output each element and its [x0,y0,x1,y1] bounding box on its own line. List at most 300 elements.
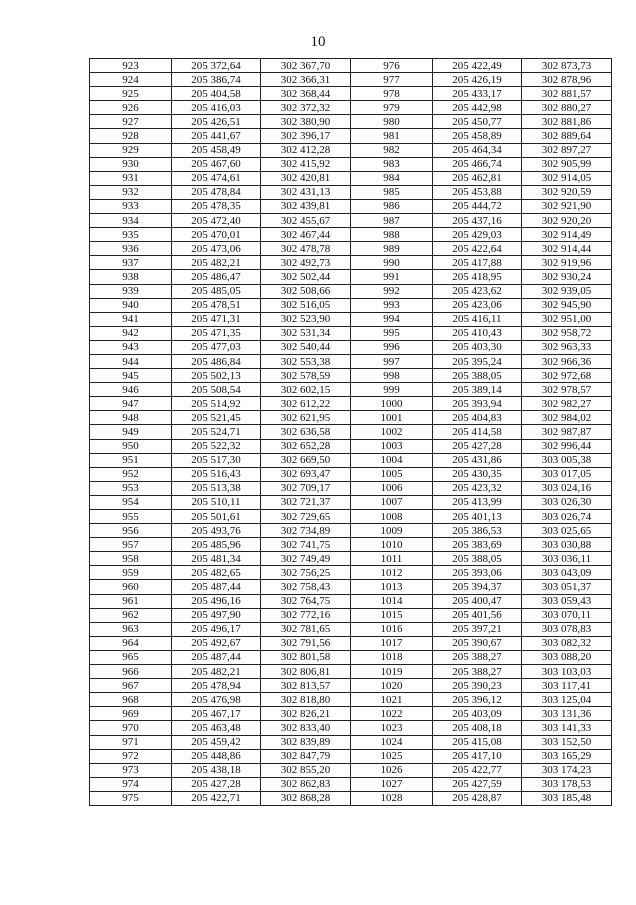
y-coordinate-cell: 303 141,33 [522,721,612,735]
point-number-cell: 946 [90,383,172,397]
table-row [90,636,612,650]
point-number-cell: 995 [351,326,433,340]
y-coordinate-cell: 303 103,03 [522,665,612,679]
y-coordinate-cell: 302 878,96 [522,73,612,87]
table-row [90,214,612,228]
point-number-cell: 1024 [351,735,433,749]
x-coordinate-cell: 205 508,54 [172,383,261,397]
x-coordinate-cell: 205 514,92 [172,397,261,411]
x-coordinate-cell: 205 404,83 [433,411,522,425]
y-coordinate-cell: 302 818,80 [261,693,351,707]
x-coordinate-cell: 205 422,77 [433,763,522,777]
x-coordinate-cell: 205 396,12 [433,693,522,707]
point-number-cell: 1003 [351,439,433,453]
x-coordinate-cell: 205 423,62 [433,284,522,298]
table-row [90,284,612,298]
y-coordinate-cell: 302 734,89 [261,524,351,538]
table-row [90,763,612,777]
table-row [90,425,612,439]
x-coordinate-cell: 205 471,31 [172,312,261,326]
point-number-cell: 985 [351,185,433,199]
table-row [90,73,612,87]
point-number-cell: 1007 [351,495,433,509]
y-coordinate-cell: 302 897,27 [522,143,612,157]
x-coordinate-cell: 205 513,38 [172,481,261,495]
x-coordinate-cell: 205 473,06 [172,242,261,256]
y-coordinate-cell: 302 709,17 [261,481,351,495]
table-row [90,383,612,397]
x-coordinate-cell: 205 516,43 [172,467,261,481]
point-number-cell: 948 [90,411,172,425]
point-number-cell: 956 [90,524,172,538]
x-coordinate-cell: 205 482,65 [172,566,261,580]
y-coordinate-cell: 303 152,50 [522,735,612,749]
point-number-cell: 1002 [351,425,433,439]
table-row [90,735,612,749]
x-coordinate-cell: 205 497,90 [172,608,261,622]
point-number-cell: 979 [351,101,433,115]
table-row [90,298,612,312]
point-number-cell: 1013 [351,580,433,594]
point-number-cell: 935 [90,228,172,242]
y-coordinate-cell: 302 492,73 [261,256,351,270]
y-coordinate-cell: 302 984,02 [522,411,612,425]
point-number-cell: 952 [90,467,172,481]
point-number-cell: 1018 [351,650,433,664]
point-number-cell: 1028 [351,791,433,805]
x-coordinate-cell: 205 458,49 [172,143,261,157]
y-coordinate-cell: 302 431,13 [261,185,351,199]
y-coordinate-cell: 303 005,38 [522,453,612,467]
y-coordinate-cell: 302 396,17 [261,129,351,143]
point-number-cell: 929 [90,143,172,157]
point-number-cell: 924 [90,73,172,87]
point-number-cell: 999 [351,383,433,397]
y-coordinate-cell: 302 791,56 [261,636,351,650]
point-number-cell: 947 [90,397,172,411]
table-row [90,59,612,73]
point-number-cell: 981 [351,129,433,143]
x-coordinate-cell: 205 486,84 [172,354,261,368]
x-coordinate-cell: 205 466,74 [433,157,522,171]
point-number-cell: 962 [90,608,172,622]
x-coordinate-cell: 205 462,81 [433,171,522,185]
y-coordinate-cell: 302 412,28 [261,143,351,157]
point-number-cell: 927 [90,115,172,129]
x-coordinate-cell: 205 471,35 [172,326,261,340]
x-coordinate-cell: 205 477,03 [172,340,261,354]
y-coordinate-cell: 302 467,44 [261,228,351,242]
x-coordinate-cell: 205 404,58 [172,87,261,101]
x-coordinate-cell: 205 400,47 [433,594,522,608]
x-coordinate-cell: 205 415,08 [433,735,522,749]
x-coordinate-cell: 205 482,21 [172,665,261,679]
x-coordinate-cell: 205 427,59 [433,777,522,791]
table-row [90,566,612,580]
y-coordinate-cell: 303 117,41 [522,679,612,693]
x-coordinate-cell: 205 423,06 [433,298,522,312]
x-coordinate-cell: 205 463,48 [172,721,261,735]
y-coordinate-cell: 302 905,99 [522,157,612,171]
point-number-cell: 950 [90,439,172,453]
y-coordinate-cell: 303 026,74 [522,510,612,524]
x-coordinate-cell: 205 410,43 [433,326,522,340]
x-coordinate-cell: 205 422,71 [172,791,261,805]
y-coordinate-cell: 302 966,36 [522,354,612,368]
y-coordinate-cell: 302 764,75 [261,594,351,608]
point-number-cell: 928 [90,129,172,143]
point-number-cell: 941 [90,312,172,326]
y-coordinate-cell: 303 036,11 [522,552,612,566]
y-coordinate-cell: 302 982,27 [522,397,612,411]
y-coordinate-cell: 302 855,20 [261,763,351,777]
y-coordinate-cell: 303 174,23 [522,763,612,777]
point-number-cell: 984 [351,171,433,185]
x-coordinate-cell: 205 388,27 [433,665,522,679]
x-coordinate-cell: 205 481,34 [172,552,261,566]
point-number-cell: 972 [90,749,172,763]
point-number-cell: 997 [351,354,433,368]
table-row [90,594,612,608]
table-row [90,453,612,467]
y-coordinate-cell: 303 070,11 [522,608,612,622]
y-coordinate-cell: 303 185,48 [522,791,612,805]
point-number-cell: 958 [90,552,172,566]
y-coordinate-cell: 303 024,16 [522,481,612,495]
point-number-cell: 1019 [351,665,433,679]
y-coordinate-cell: 303 017,05 [522,467,612,481]
point-number-cell: 1016 [351,622,433,636]
y-coordinate-cell: 302 540,44 [261,340,351,354]
y-coordinate-cell: 302 996,44 [522,439,612,453]
y-coordinate-cell: 302 826,21 [261,707,351,721]
point-number-cell: 957 [90,538,172,552]
y-coordinate-cell: 302 880,27 [522,101,612,115]
y-coordinate-cell: 302 749,49 [261,552,351,566]
point-number-cell: 994 [351,312,433,326]
table-row [90,481,612,495]
y-coordinate-cell: 302 669,50 [261,453,351,467]
x-coordinate-cell: 205 448,86 [172,749,261,763]
x-coordinate-cell: 205 383,69 [433,538,522,552]
x-coordinate-cell: 205 485,96 [172,538,261,552]
point-number-cell: 1009 [351,524,433,538]
point-number-cell: 959 [90,566,172,580]
y-coordinate-cell: 303 165,29 [522,749,612,763]
table-row [90,693,612,707]
x-coordinate-cell: 205 493,76 [172,524,261,538]
point-number-cell: 953 [90,481,172,495]
table-row [90,524,612,538]
table-row [90,171,612,185]
table-row [90,87,612,101]
table-row [90,777,612,791]
table-row [90,270,612,284]
y-coordinate-cell: 303 082,32 [522,636,612,650]
point-number-cell: 992 [351,284,433,298]
y-coordinate-cell: 302 372,32 [261,101,351,115]
y-coordinate-cell: 302 478,78 [261,242,351,256]
y-coordinate-cell: 302 920,59 [522,185,612,199]
point-number-cell: 1015 [351,608,433,622]
table-row [90,467,612,481]
table-row [90,622,612,636]
table-row [90,552,612,566]
x-coordinate-cell: 205 474,61 [172,171,261,185]
y-coordinate-cell: 303 088,20 [522,650,612,664]
x-coordinate-cell: 205 450,77 [433,115,522,129]
point-number-cell: 1006 [351,481,433,495]
point-number-cell: 976 [351,59,433,73]
table-row [90,129,612,143]
y-coordinate-cell: 302 881,57 [522,87,612,101]
point-number-cell: 925 [90,87,172,101]
point-number-cell: 993 [351,298,433,312]
point-number-cell: 982 [351,143,433,157]
point-number-cell: 968 [90,693,172,707]
x-coordinate-cell: 205 403,30 [433,340,522,354]
y-coordinate-cell: 302 612,22 [261,397,351,411]
point-number-cell: 964 [90,636,172,650]
x-coordinate-cell: 205 390,23 [433,679,522,693]
point-number-cell: 1012 [351,566,433,580]
point-number-cell: 996 [351,340,433,354]
y-coordinate-cell: 303 030,88 [522,538,612,552]
y-coordinate-cell: 302 455,67 [261,214,351,228]
y-coordinate-cell: 302 729,65 [261,510,351,524]
point-number-cell: 943 [90,340,172,354]
x-coordinate-cell: 205 441,67 [172,129,261,143]
table-row [90,538,612,552]
x-coordinate-cell: 205 388,05 [433,552,522,566]
point-number-cell: 1008 [351,510,433,524]
point-number-cell: 990 [351,256,433,270]
y-coordinate-cell: 302 963,33 [522,340,612,354]
x-coordinate-cell: 205 510,11 [172,495,261,509]
y-coordinate-cell: 302 833,40 [261,721,351,735]
table-row [90,228,612,242]
y-coordinate-cell: 302 693,47 [261,467,351,481]
x-coordinate-cell: 205 426,19 [433,73,522,87]
y-coordinate-cell: 302 415,92 [261,157,351,171]
y-coordinate-cell: 303 078,83 [522,622,612,636]
y-coordinate-cell: 302 420,81 [261,171,351,185]
y-coordinate-cell: 302 847,79 [261,749,351,763]
y-coordinate-cell: 302 602,15 [261,383,351,397]
point-number-cell: 1021 [351,693,433,707]
point-number-cell: 937 [90,256,172,270]
table-row [90,199,612,213]
x-coordinate-cell: 205 459,42 [172,735,261,749]
point-number-cell: 966 [90,665,172,679]
x-coordinate-cell: 205 414,58 [433,425,522,439]
table-row [90,721,612,735]
point-number-cell: 1026 [351,763,433,777]
point-number-cell: 1000 [351,397,433,411]
x-coordinate-cell: 205 426,51 [172,115,261,129]
point-number-cell: 971 [90,735,172,749]
x-coordinate-cell: 205 487,44 [172,650,261,664]
table-row [90,326,612,340]
table-row [90,340,612,354]
x-coordinate-cell: 205 485,05 [172,284,261,298]
x-coordinate-cell: 205 427,28 [172,777,261,791]
table-row [90,312,612,326]
table-row [90,510,612,524]
x-coordinate-cell: 205 427,28 [433,439,522,453]
y-coordinate-cell: 302 921,90 [522,199,612,213]
point-number-cell: 965 [90,650,172,664]
table-row [90,157,612,171]
y-coordinate-cell: 302 652,28 [261,439,351,453]
point-number-cell: 1023 [351,721,433,735]
point-number-cell: 1004 [351,453,433,467]
table-row [90,707,612,721]
point-number-cell: 974 [90,777,172,791]
y-coordinate-cell: 302 972,68 [522,369,612,383]
table-row [90,143,612,157]
x-coordinate-cell: 205 464,34 [433,143,522,157]
y-coordinate-cell: 302 366,31 [261,73,351,87]
x-coordinate-cell: 205 416,03 [172,101,261,115]
y-coordinate-cell: 302 889,64 [522,129,612,143]
point-number-cell: 1027 [351,777,433,791]
table-row [90,115,612,129]
x-coordinate-cell: 205 478,35 [172,199,261,213]
y-coordinate-cell: 302 553,38 [261,354,351,368]
table-row [90,411,612,425]
y-coordinate-cell: 302 368,44 [261,87,351,101]
x-coordinate-cell: 205 389,14 [433,383,522,397]
point-number-cell: 949 [90,425,172,439]
coordinates-table [89,58,612,806]
y-coordinate-cell: 302 636,58 [261,425,351,439]
x-coordinate-cell: 205 408,18 [433,721,522,735]
point-number-cell: 944 [90,354,172,368]
x-coordinate-cell: 205 413,99 [433,495,522,509]
table-row [90,256,612,270]
x-coordinate-cell: 205 422,49 [433,59,522,73]
table-row [90,650,612,664]
point-number-cell: 955 [90,510,172,524]
x-coordinate-cell: 205 478,51 [172,298,261,312]
point-number-cell: 998 [351,369,433,383]
y-coordinate-cell: 302 839,89 [261,735,351,749]
x-coordinate-cell: 205 442,98 [433,101,522,115]
y-coordinate-cell: 303 043,09 [522,566,612,580]
y-coordinate-cell: 302 920,20 [522,214,612,228]
y-coordinate-cell: 302 987,87 [522,425,612,439]
y-coordinate-cell: 303 125,04 [522,693,612,707]
table-row [90,665,612,679]
point-number-cell: 970 [90,721,172,735]
x-coordinate-cell: 205 521,45 [172,411,261,425]
y-coordinate-cell: 302 578,59 [261,369,351,383]
y-coordinate-cell: 302 978,57 [522,383,612,397]
y-coordinate-cell: 303 178,53 [522,777,612,791]
y-coordinate-cell: 302 868,28 [261,791,351,805]
x-coordinate-cell: 205 428,87 [433,791,522,805]
x-coordinate-cell: 205 386,53 [433,524,522,538]
point-number-cell: 977 [351,73,433,87]
y-coordinate-cell: 302 756,25 [261,566,351,580]
x-coordinate-cell: 205 502,13 [172,369,261,383]
x-coordinate-cell: 205 501,61 [172,510,261,524]
y-coordinate-cell: 303 059,43 [522,594,612,608]
x-coordinate-cell: 205 492,67 [172,636,261,650]
y-coordinate-cell: 302 806,81 [261,665,351,679]
table-row [90,369,612,383]
point-number-cell: 1025 [351,749,433,763]
y-coordinate-cell: 302 914,49 [522,228,612,242]
y-coordinate-cell: 303 025,65 [522,524,612,538]
y-coordinate-cell: 302 958,72 [522,326,612,340]
y-coordinate-cell: 302 531,34 [261,326,351,340]
point-number-cell: 967 [90,679,172,693]
point-number-cell: 978 [351,87,433,101]
x-coordinate-cell: 205 416,11 [433,312,522,326]
table-row [90,608,612,622]
y-coordinate-cell: 302 502,44 [261,270,351,284]
point-number-cell: 945 [90,369,172,383]
point-number-cell: 933 [90,199,172,213]
x-coordinate-cell: 205 470,01 [172,228,261,242]
x-coordinate-cell: 205 397,21 [433,622,522,636]
y-coordinate-cell: 303 131,36 [522,707,612,721]
x-coordinate-cell: 205 431,86 [433,453,522,467]
point-number-cell: 951 [90,453,172,467]
point-number-cell: 1011 [351,552,433,566]
coordinates-table-body [90,59,612,806]
point-number-cell: 1005 [351,467,433,481]
y-coordinate-cell: 302 508,66 [261,284,351,298]
point-number-cell: 923 [90,59,172,73]
x-coordinate-cell: 205 388,27 [433,650,522,664]
y-coordinate-cell: 302 919,96 [522,256,612,270]
x-coordinate-cell: 205 422,64 [433,242,522,256]
table-row [90,439,612,453]
x-coordinate-cell: 205 417,10 [433,749,522,763]
x-coordinate-cell: 205 522,32 [172,439,261,453]
point-number-cell: 939 [90,284,172,298]
table-row [90,580,612,594]
y-coordinate-cell: 302 772,16 [261,608,351,622]
x-coordinate-cell: 205 386,74 [172,73,261,87]
x-coordinate-cell: 205 393,94 [433,397,522,411]
x-coordinate-cell: 205 388,05 [433,369,522,383]
point-number-cell: 989 [351,242,433,256]
point-number-cell: 980 [351,115,433,129]
x-coordinate-cell: 205 478,94 [172,679,261,693]
table-row [90,185,612,199]
point-number-cell: 934 [90,214,172,228]
point-number-cell: 1022 [351,707,433,721]
y-coordinate-cell: 302 516,05 [261,298,351,312]
point-number-cell: 986 [351,199,433,213]
table-row [90,791,612,805]
x-coordinate-cell: 205 393,06 [433,566,522,580]
point-number-cell: 963 [90,622,172,636]
x-coordinate-cell: 205 524,71 [172,425,261,439]
point-number-cell: 988 [351,228,433,242]
y-coordinate-cell: 303 026,30 [522,495,612,509]
point-number-cell: 930 [90,157,172,171]
table-row [90,397,612,411]
x-coordinate-cell: 205 433,17 [433,87,522,101]
y-coordinate-cell: 302 781,65 [261,622,351,636]
y-coordinate-cell: 302 951,00 [522,312,612,326]
x-coordinate-cell: 205 438,18 [172,763,261,777]
